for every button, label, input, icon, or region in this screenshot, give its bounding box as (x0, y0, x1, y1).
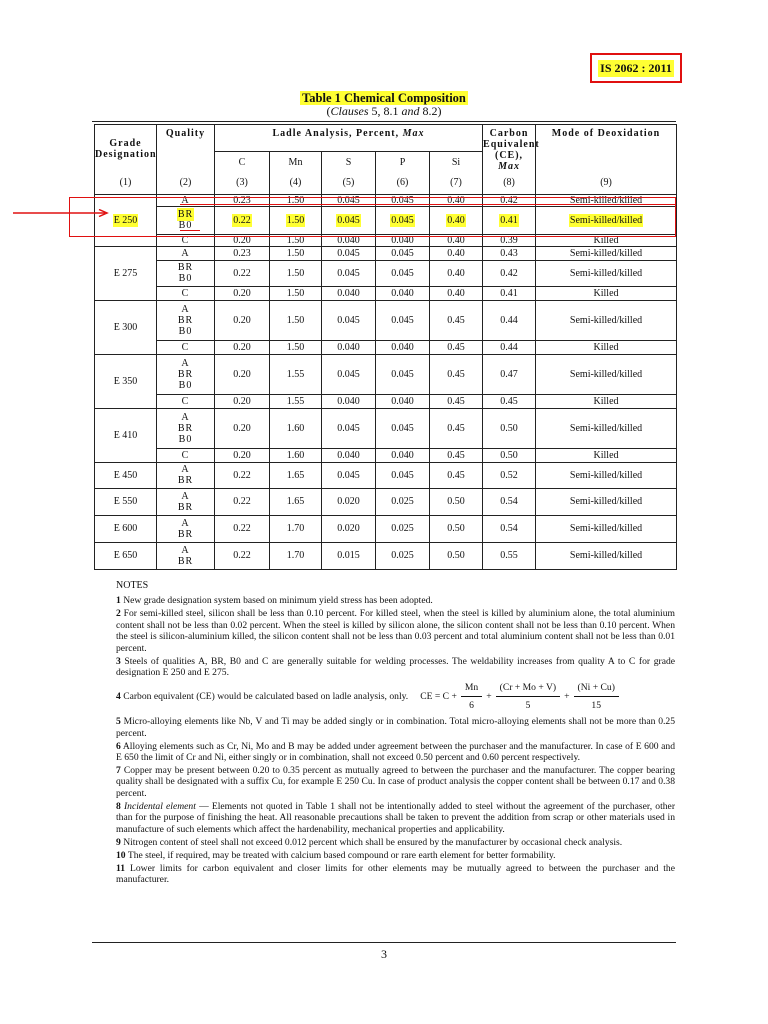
value-cell: 0.45 (430, 300, 483, 340)
value-cell: 0.045 (376, 300, 430, 340)
table-subtitle: (Clauses 5, 8.1 and 8.2) (326, 104, 442, 118)
fraction-mn (461, 682, 482, 711)
table-row (95, 286, 677, 300)
value-cell: 0.045 (322, 300, 376, 340)
value-cell: 0.045 (322, 194, 376, 206)
quality-br: BR (177, 422, 194, 434)
value-cell: 0.22 (215, 462, 270, 488)
value-text: 0.045 (337, 214, 360, 226)
note-text: Carbon equivalent (CE) would be calculated based on ladle analysis, only. (123, 691, 409, 703)
header-s: S (322, 152, 376, 172)
quality-br: BR (177, 314, 194, 326)
quality-cell (157, 260, 215, 286)
value-cell: Killed (536, 394, 677, 408)
chemical-composition-table (94, 124, 677, 570)
quality-br: BR (177, 555, 194, 567)
fraction-den: 5 (525, 699, 531, 711)
value-cell: 0.20 (215, 408, 270, 448)
carbon-label: Carbon Equivalent (CE), (483, 128, 540, 161)
value-cell: 0.43 (483, 246, 536, 260)
value-text: 0.22 (233, 214, 251, 226)
note-text: Nitrogen content of steel shall not exceed 0.012 percent which shall be ensured by the manufacturer by occasional check analysis. (123, 836, 623, 848)
ladle-label: Ladle Analysis, Percent, (272, 128, 400, 139)
value-cell: Semi-killed/killed (536, 542, 677, 569)
note-number: 11 (116, 862, 126, 874)
value-cell: 0.20 (215, 448, 270, 462)
value-cell (376, 206, 430, 234)
notes-section (116, 580, 675, 887)
value-cell: 0.54 (483, 488, 536, 515)
value-cell: 0.47 (483, 354, 536, 394)
grade-cell: E 550 (95, 488, 157, 515)
quality-br: BR (177, 262, 194, 273)
table-row (95, 260, 677, 286)
plus-sign: + (486, 691, 492, 703)
quality-a: A (181, 544, 190, 556)
fraction-num: (Ni + Cu) (574, 682, 619, 696)
value-cell: Semi-killed/killed (536, 246, 677, 260)
quality-cell (157, 488, 215, 515)
note-number: 9 (116, 836, 121, 848)
value-cell: 0.22 (215, 260, 270, 286)
value-cell: 0.40 (430, 260, 483, 286)
value-cell: 0.015 (322, 542, 376, 569)
value-cell: 1.60 (270, 448, 322, 462)
quality-cell: C (157, 394, 215, 408)
value-cell: 0.045 (376, 246, 430, 260)
value-cell: Semi-killed/killed (536, 462, 677, 488)
quality-cell (157, 408, 215, 448)
value-cell: 0.45 (483, 394, 536, 408)
ce-formula (420, 682, 623, 711)
note-text: New grade designation system based on minimum yield stress has been adopted. (123, 595, 433, 607)
clauses-last: 8.2 (419, 104, 438, 118)
note-number: 3 (116, 655, 121, 667)
header-quality: Quality (157, 125, 215, 173)
quality-b0: B0 (178, 379, 193, 391)
value-cell: 0.22 (215, 542, 270, 569)
note-number: 1 (116, 595, 121, 607)
value-cell: 0.44 (483, 300, 536, 340)
value-cell: 0.045 (376, 408, 430, 448)
table-row (95, 354, 677, 394)
quality-a: A (181, 464, 190, 475)
table-row (95, 462, 677, 488)
value-cell: Killed (536, 234, 677, 246)
notes-heading: NOTES (116, 580, 149, 591)
value-cell: 1.50 (270, 286, 322, 300)
table-row (95, 515, 677, 542)
fraction-num: (Cr + Mo + V) (496, 682, 560, 696)
value-cell: 0.40 (430, 286, 483, 300)
quality-a: A (181, 303, 190, 315)
value-cell: 0.50 (483, 408, 536, 448)
value-cell: 0.45 (430, 448, 483, 462)
value-cell (536, 206, 677, 234)
note-5 (116, 716, 675, 739)
colnum-4: (4) (270, 172, 322, 194)
value-cell: 1.50 (270, 194, 322, 206)
value-cell: 0.50 (430, 515, 483, 542)
value-cell: Killed (536, 286, 677, 300)
note-number: 5 (116, 716, 121, 728)
value-cell: 0.025 (376, 542, 430, 569)
quality-br: BR (177, 501, 194, 513)
value-cell: 0.55 (483, 542, 536, 569)
table-row (95, 542, 677, 569)
value-cell: 0.20 (215, 286, 270, 300)
note-text: Micro-alloying elements like Nb, V and Ti may be added singly or in combination. Total micro-alloying elements shall not be more than 0.25 percent. (116, 716, 675, 739)
quality-cell: A (157, 194, 215, 206)
red-arrow-icon (13, 209, 111, 217)
quality-cell (157, 542, 215, 569)
quality-cell: C (157, 234, 215, 246)
fraction-cr (496, 682, 560, 711)
value-cell: 0.020 (322, 515, 376, 542)
value-cell: 1.65 (270, 488, 322, 515)
value-cell: 0.025 (376, 488, 430, 515)
value-cell: Semi-killed/killed (536, 194, 677, 206)
note-8-title: Incidental element (123, 800, 196, 812)
value-cell: 0.45 (430, 462, 483, 488)
ladle-max: Max (402, 128, 425, 139)
table-row (95, 488, 677, 515)
header-p: P (376, 152, 430, 172)
value-cell: 0.45 (430, 354, 483, 394)
value-cell: 0.23 (215, 194, 270, 206)
value-cell: Semi-killed/killed (536, 300, 677, 340)
grade-cell: E 450 (95, 462, 157, 488)
standard-badge (590, 53, 682, 83)
standard-number: IS 2062 : 2011 (600, 60, 672, 75)
value-cell: 0.41 (483, 286, 536, 300)
fraction-den: 6 (469, 699, 474, 711)
value-cell: 0.50 (430, 542, 483, 569)
note-4 (116, 682, 675, 711)
value-cell: 0.045 (376, 194, 430, 206)
colnum-5: (5) (322, 172, 376, 194)
value-cell: 0.045 (376, 462, 430, 488)
note-text: Alloying elements such as Cr, Ni, Mo and B may be added under agreement between the purchaser and the manufacturer. In case of E 600 and E 650 the limit of Cr and Ni, either singly or in combination, shall not exceed 0.50 percent and 0.60 percent respectively. (116, 740, 675, 764)
note-text: — Elements not quoted in Table 1 shall not be intentionally added to steel without the agreement of the purchaser, other than for the purpose of finishing the heat. All reasonable precautions shall be taken to prevent the addition from scrap or other materials used in manufacture of such elements which affect the hardenability, mechanical properties and applicability. (116, 800, 676, 835)
note-text: Lower limits for carbon equivalent and closer limits for other elements may be mutually agreed to between the purchaser and the manufacturer. (116, 862, 675, 886)
value-cell: Killed (536, 340, 677, 354)
header-si: Si (430, 152, 483, 172)
note-9 (116, 837, 675, 848)
value-cell: 0.20 (215, 340, 270, 354)
value-cell: 0.045 (376, 260, 430, 286)
grade-cell: E 350 (95, 354, 157, 408)
value-cell: 0.42 (483, 194, 536, 206)
value-cell: 0.020 (322, 488, 376, 515)
value-text: 0.40 (447, 214, 465, 226)
value-text: 0.41 (500, 214, 518, 226)
value-cell: 0.040 (322, 340, 376, 354)
note-3 (116, 656, 675, 679)
value-text: 0.045 (391, 214, 414, 226)
value-cell (270, 206, 322, 234)
note-number: 2 (116, 608, 121, 620)
quality-a: A (181, 357, 190, 369)
note-number: 8 (116, 800, 121, 812)
value-cell: 0.040 (376, 340, 430, 354)
highlight-underline (180, 204, 676, 205)
value-cell: 0.040 (376, 234, 430, 246)
note-7 (116, 765, 675, 799)
page-number: 3 (381, 947, 387, 961)
note-text: Copper may be present between 0.20 to 0.35 percent as mutually agreed to between the purchaser and the manufacturer. The copper bearing quality shall be designated with a suffix Cu, for example E 250 Cu. In case of product analysis the copper content shall be between 0.17 and 0.38 percent. (116, 765, 675, 799)
highlight-underline-short (180, 230, 200, 231)
note-8 (116, 801, 675, 835)
note-10 (116, 850, 675, 861)
bottom-rule (92, 942, 676, 943)
carbon-max: Max (498, 161, 520, 172)
quality-b0: B0 (178, 433, 193, 445)
value-cell: 0.45 (430, 394, 483, 408)
value-cell: Semi-killed/killed (536, 354, 677, 394)
colnum-1: (1) (95, 172, 157, 194)
note-number: 4 (116, 691, 121, 703)
quality-cell: A (157, 246, 215, 260)
table-row (95, 300, 677, 340)
value-cell: 0.040 (322, 234, 376, 246)
and-word: and (401, 104, 420, 118)
value-cell: 1.50 (270, 340, 322, 354)
clauses-word: Clauses (330, 104, 369, 118)
quality-b0: B0 (178, 220, 193, 231)
value-cell (322, 206, 376, 234)
value-cell: 0.44 (483, 340, 536, 354)
value-cell: 0.22 (215, 488, 270, 515)
note-2 (116, 608, 675, 654)
quality-cell (157, 515, 215, 542)
value-cell: 1.55 (270, 394, 322, 408)
value-cell: 0.23 (215, 246, 270, 260)
formula-lhs: CE = C + (420, 691, 457, 703)
value-cell: Semi-killed/killed (536, 488, 677, 515)
table-row (95, 234, 677, 246)
table-row (95, 394, 677, 408)
quality-a: A (181, 411, 190, 423)
value-cell: 0.20 (215, 394, 270, 408)
plus-sign: + (564, 691, 570, 703)
value-cell: 0.52 (483, 462, 536, 488)
quality-a: A (181, 490, 190, 502)
fraction-num: Mn (461, 682, 482, 696)
value-cell: Semi-killed/killed (536, 515, 677, 542)
value-cell: 0.20 (215, 300, 270, 340)
value-cell: 0.22 (215, 515, 270, 542)
value-cell: 0.045 (322, 354, 376, 394)
header-c: C (215, 152, 270, 172)
value-cell: 1.55 (270, 354, 322, 394)
quality-br: BR (177, 368, 194, 380)
header-grade: Grade Designation (95, 125, 157, 173)
table-top-rule (92, 121, 676, 122)
quality-br: BR (177, 475, 194, 486)
fraction-den: 15 (591, 699, 602, 711)
value-cell: 1.60 (270, 408, 322, 448)
value-cell: 0.40 (430, 194, 483, 206)
table-row (95, 448, 677, 462)
header-carbon (483, 125, 540, 173)
value-cell: 0.040 (376, 448, 430, 462)
header-ladle (215, 125, 483, 152)
grade-cell: E 275 (95, 246, 157, 300)
quality-cell: C (157, 286, 215, 300)
quality-b0: B0 (178, 325, 193, 337)
value-cell: 0.045 (322, 246, 376, 260)
value-cell: Semi-killed/killed (536, 408, 677, 448)
quality-cell: C (157, 340, 215, 354)
value-cell: Semi-killed/killed (536, 260, 677, 286)
value-cell: 0.54 (483, 515, 536, 542)
table-row (95, 340, 677, 354)
value-cell: 0.045 (376, 354, 430, 394)
note-text: Steels of qualities A, BR, B0 and C are generally suitable for welding processes. The weldability increases from quality A to C for grade designation E 250 and E 275. (116, 655, 676, 679)
quality-cell (157, 300, 215, 340)
value-cell: 0.040 (322, 394, 376, 408)
table-row (95, 408, 677, 448)
note-text: For semi-killed steel, silicon shall be less than 0.10 percent. For killed steel, when the steel is killed by aluminium alone, the total aluminium content shall not be less than 0.02 percent. When the steel is killed by silicon alone, the silicon content shall not be less than 0.10 percent. When the steel is silicon-aluminium killed, the silicon content shall not be less than 0.03 percent and total aluminium content shall not be less than 0.01 percent. (116, 608, 675, 654)
note-number: 7 (116, 765, 121, 777)
value-cell: 1.70 (270, 515, 322, 542)
value-cell: 0.045 (322, 260, 376, 286)
quality-br: BR (177, 528, 194, 540)
quality-cell (157, 462, 215, 488)
colnum-7: (7) (430, 172, 483, 194)
value-cell: 0.45 (430, 340, 483, 354)
header-mn: Mn (270, 152, 322, 172)
quality-b0: B0 (178, 273, 193, 284)
value-cell: 1.50 (270, 300, 322, 340)
colnum-3: (3) (215, 172, 270, 194)
value-cell: Killed (536, 448, 677, 462)
colnum-9: (9) (536, 172, 677, 194)
value-cell: 0.39 (483, 234, 536, 246)
note-number: 10 (116, 849, 126, 861)
value-cell: 0.040 (376, 286, 430, 300)
table-row (95, 246, 677, 260)
grade-e250: E 250 (113, 214, 138, 226)
value-cell: 1.50 (270, 246, 322, 260)
value-cell: 0.50 (430, 488, 483, 515)
value-cell: 0.42 (483, 260, 536, 286)
colnum-6: (6) (376, 172, 430, 194)
grade-cell: E 600 (95, 515, 157, 542)
colnum-8: (8) (483, 172, 536, 194)
value-cell: 0.40 (430, 234, 483, 246)
value-cell: 0.40 (430, 246, 483, 260)
clauses-nums: 5, 8.1 (368, 104, 402, 118)
value-cell: 1.70 (270, 542, 322, 569)
fraction-ni (574, 682, 619, 711)
quality-a: A (181, 517, 190, 529)
value-cell: 1.50 (270, 234, 322, 246)
quality-cell: C (157, 448, 215, 462)
value-cell: 0.040 (322, 448, 376, 462)
value-cell: 0.50 (483, 448, 536, 462)
quality-br: BR (177, 209, 194, 220)
value-cell: 0.20 (215, 234, 270, 246)
grade-cell: E 300 (95, 300, 157, 354)
note-11 (116, 863, 675, 886)
value-cell: 1.65 (270, 462, 322, 488)
value-text: Semi-killed/killed (569, 214, 643, 226)
value-cell (215, 206, 270, 234)
value-cell: 0.025 (376, 515, 430, 542)
grade-cell: E 410 (95, 408, 157, 462)
value-cell: 0.045 (322, 462, 376, 488)
note-text: The steel, if required, may be treated with calcium based compound or rare earth element for better formability. (127, 849, 556, 861)
colnum-2: (2) (157, 172, 215, 194)
value-cell: 0.20 (215, 354, 270, 394)
value-cell (430, 206, 483, 234)
grade-cell (95, 194, 157, 246)
note-1 (116, 595, 675, 606)
note-number: 6 (116, 740, 121, 752)
value-cell: 0.45 (430, 408, 483, 448)
value-cell: 0.045 (322, 408, 376, 448)
value-cell: 0.040 (322, 286, 376, 300)
quality-cell (157, 354, 215, 394)
value-cell: 0.040 (376, 394, 430, 408)
value-cell: 1.50 (270, 260, 322, 286)
value-cell (483, 206, 536, 234)
table-title: Table 1 Chemical Composition (302, 91, 466, 105)
value-text: 1.50 (286, 214, 305, 226)
grade-cell: E 650 (95, 542, 157, 569)
header-mode: Mode of Deoxidation (536, 125, 677, 173)
note-6 (116, 741, 675, 764)
